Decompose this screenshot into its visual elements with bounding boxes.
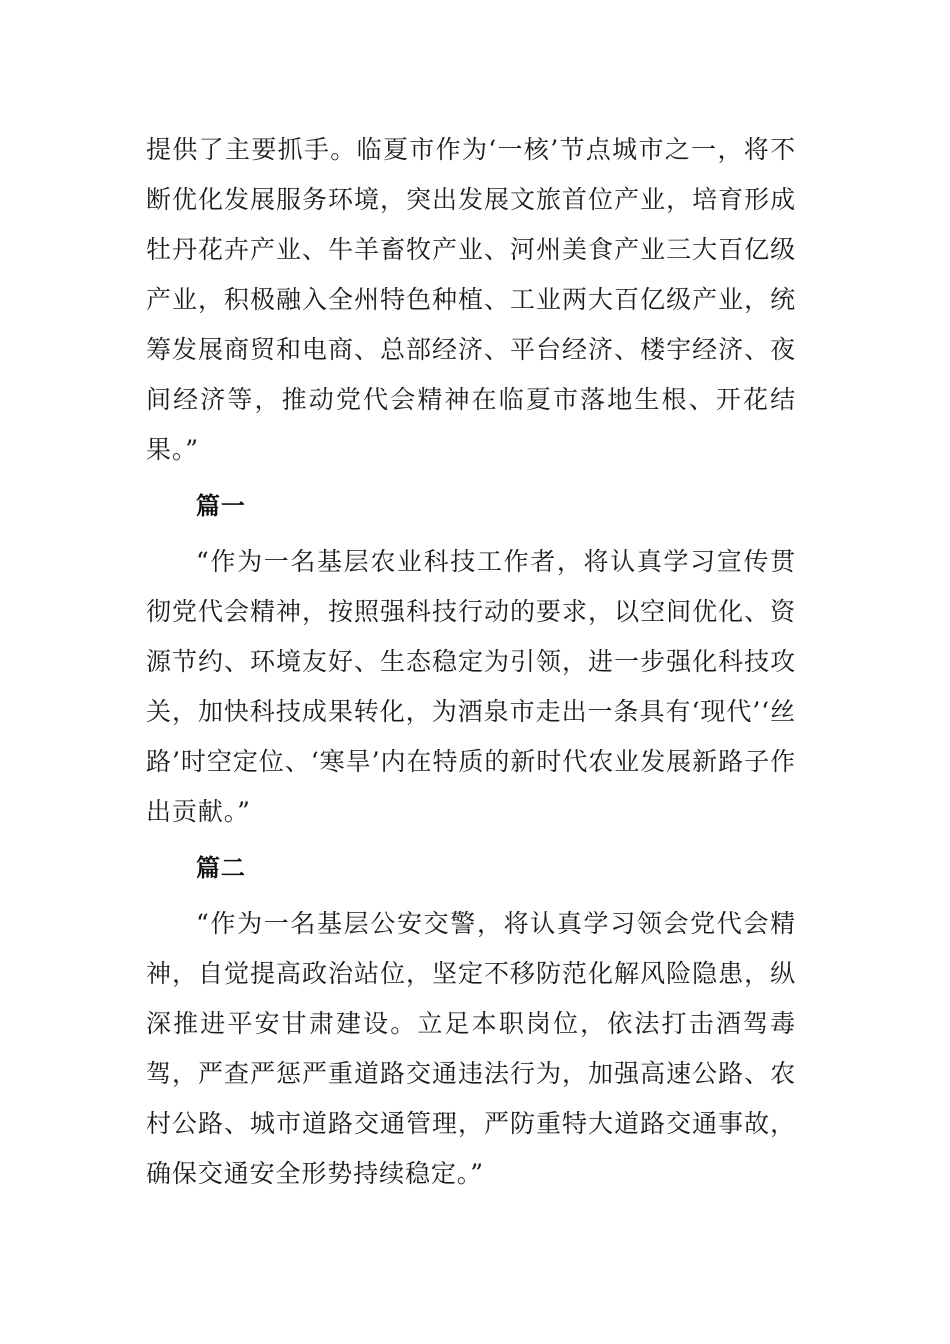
- document-page: [146, 125, 796, 1199]
- section-heading-1: 篇一: [196, 492, 246, 520]
- section-heading-2: 篇二: [196, 854, 246, 882]
- intro-paragraph: 提供了主要抓手。临夏市作为‘一核’节点城市之一，将不断优化发展服务环境，突出发展文旅首位产业，培育形成牡丹花卉产业、牛羊畜牧产业、河州美食产业三大百亿级产业，积极融入全州特色种植、工业两大百亿级产业，统筹发展商贸和电商、总部经济、平台经济、楼宇经济、夜间经济等，推动党代会精神在临夏市落地生根、开花结果。”: [146, 135, 796, 464]
- section-1-paragraph: “作为一名基层农业科技工作者，将认真学习宣传贯彻党代会精神，按照强科技行动的要求，以空间优化、资源节约、环境友好、生态稳定为引领，进一步强化科技攻关，加快科技成果转化，为酒泉市走出一条具有‘现代’‘丝路’时空定位、‘寒旱’内在特质的新时代农业发展新路子作出贡献。”: [146, 547, 796, 826]
- section-2-paragraph: “作为一名基层公安交警，将认真学习领会党代会精神，自觉提高政治站位，坚定不移防范化解风险隐患，纵深推进平安甘肃建设。立足本职岗位，依法打击酒驾毒驾，严查严惩严重道路交通违法行为，加强高速公路、农村公路、城市道路交通管理，严防重特大道路交通事故，确保交通安全形势持续稳定。”: [146, 909, 796, 1188]
